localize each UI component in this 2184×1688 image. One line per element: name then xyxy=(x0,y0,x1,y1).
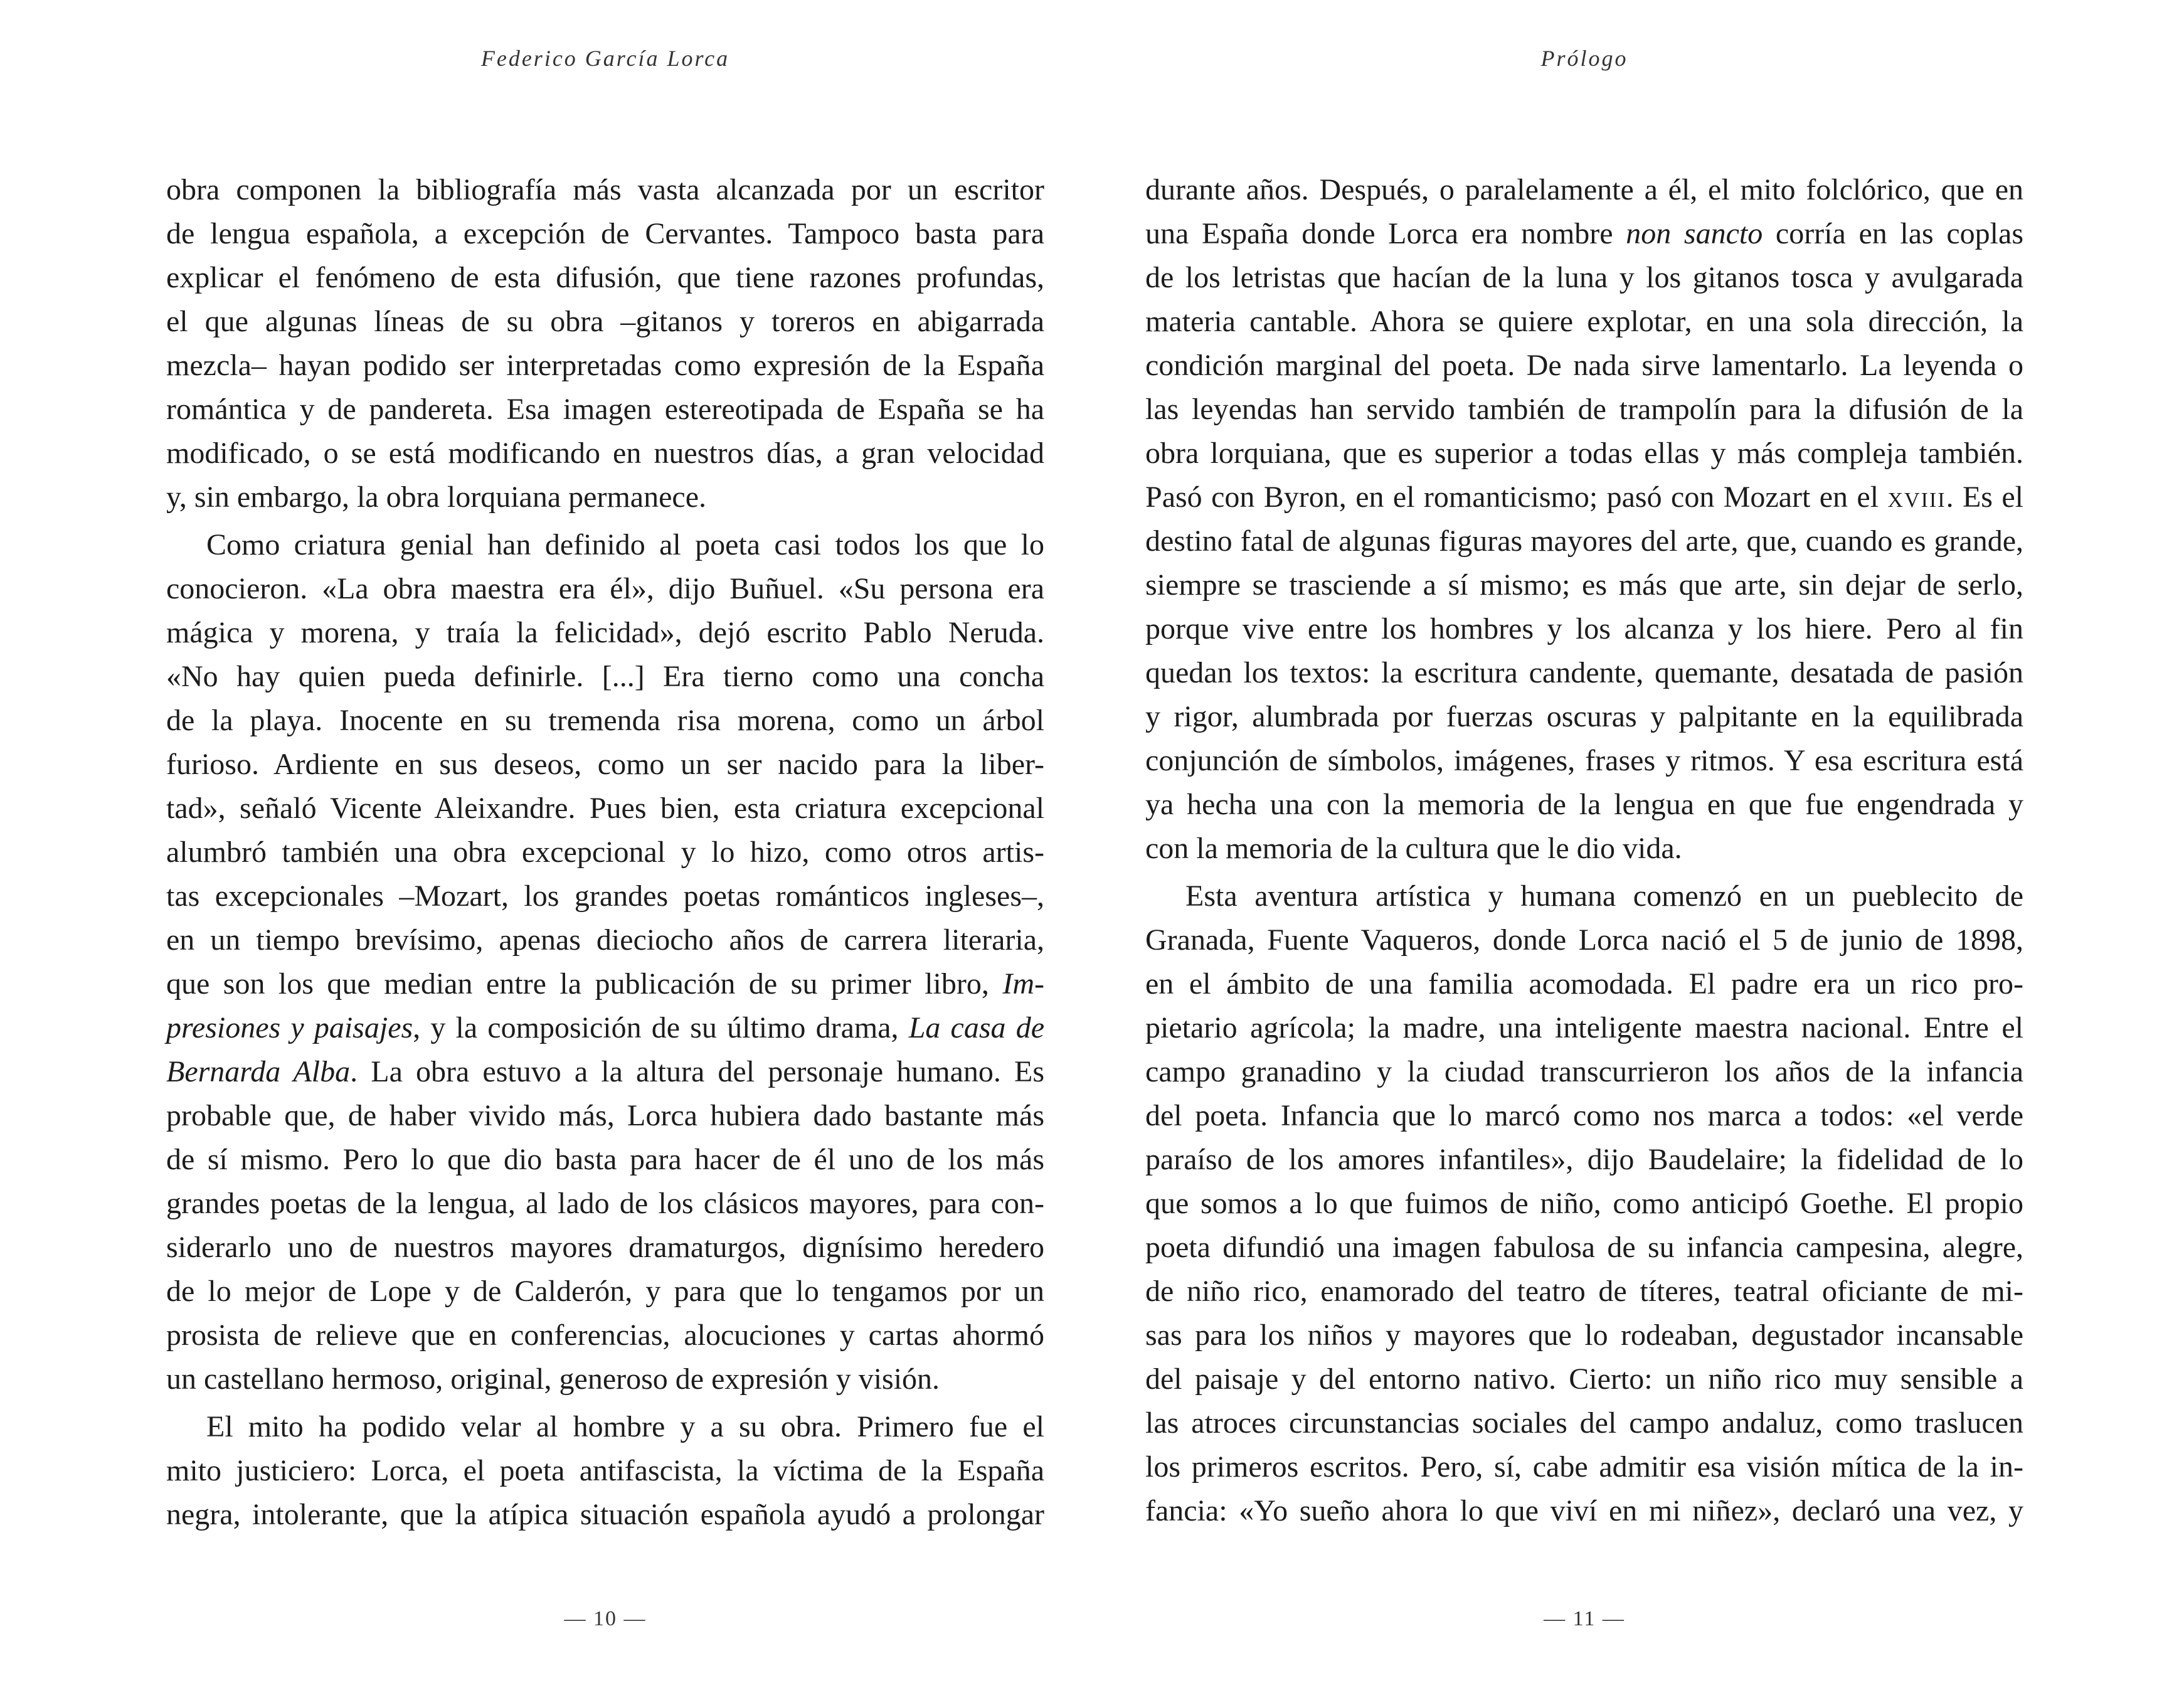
right-page-body xyxy=(1145,168,2023,1533)
text-line: Como criatura genial han definido al poeta casi todos los que lo xyxy=(206,528,1044,561)
text-line: destino fatal de algunas figuras mayores del arte, que, cuando es grande, xyxy=(1145,524,2023,558)
text-fragment: corría en las coplas xyxy=(1763,217,2023,250)
text-line: Granada, Fuente Vaqueros, donde Lorca nació el 5 de junio de 1898, xyxy=(1145,923,2023,957)
text-line: mezcla– hayan podido ser interpretadas como expresión de la España xyxy=(166,349,1044,382)
small-caps-century: xviii xyxy=(1887,480,1946,514)
text-fragment: Pasó con Byron, en el romanticismo; pasó con Mozart en el xyxy=(1145,480,1888,514)
left-page-body xyxy=(166,168,1044,1537)
text-fragment: . La obra estuvo a la altura del personaje humano. Es xyxy=(350,1055,1045,1088)
text-line: tas excepcionales –Mozart, los grandes poetas románticos ingleses–, xyxy=(166,879,1044,913)
italic-title-fragment: La casa de xyxy=(908,1011,1044,1044)
text-line: sas para los niños y mayores que lo rodeaban, degustador incansable xyxy=(1145,1319,2023,1352)
text-fragment: , y la composición de su último drama, xyxy=(413,1011,909,1044)
text-line: con la memoria de la cultura que le dio vida. xyxy=(1145,832,1682,865)
text-line: siempre se trasciende a sí mismo; es más que arte, sin dejar de serlo, xyxy=(1145,568,2023,602)
text-line: porque vive entre los hombres y los alcanza y los hiere. Pero al fin xyxy=(1145,612,2023,645)
text-line: de los letristas que hacían de la luna y los gitanos tosca y avulgarada xyxy=(1145,261,2023,294)
text-line: grandes poetas de la lengua, al lado de los clásicos mayores, para con- xyxy=(166,1187,1044,1220)
page-number: — 10 — xyxy=(564,1607,647,1630)
text-line xyxy=(1145,475,2023,519)
right-page xyxy=(1145,0,2023,1688)
text-line: prosista de relieve que en conferencias, alocuciones y cartas ahormó xyxy=(166,1319,1044,1352)
text-line: las atroces circunstancias sociales del campo andaluz, como traslucen xyxy=(1145,1406,2023,1440)
text-line: poeta difundió una imagen fabulosa de su infancia campesina, alegre, xyxy=(1145,1231,2023,1264)
text-line: explicar el fenómeno de esta difusión, que tiene razones profundas, xyxy=(166,261,1044,294)
text-line: pietario agrícola; la madre, una inteligente maestra nacional. Entre el xyxy=(1145,1011,2023,1044)
text-line xyxy=(166,962,1044,1006)
left-page xyxy=(166,0,1044,1688)
text-line: materia cantable. Ahora se quiere explotar, en una sola dirección, la xyxy=(1145,305,2023,338)
text-line: de lengua española, a excepción de Cervantes. Tampoco basta para xyxy=(166,217,1044,250)
text-line: negra, intolerante, que la atípica situación española ayudó a prolongar xyxy=(166,1498,1044,1531)
text-line xyxy=(166,1050,1044,1094)
running-head-author: Federico García Lorca xyxy=(480,46,730,71)
text-line: fancia: «Yo sueño ahora lo que viví en mi niñez», declaró una vez, y xyxy=(1145,1494,2023,1527)
text-line: El mito ha podido velar al hombre y a su obra. Primero fue el xyxy=(206,1410,1044,1443)
text-line: quedan los textos: la escritura candente, quemante, desatada de pasión xyxy=(1145,656,2023,689)
text-fragment: una España donde Lorca era nombre xyxy=(1145,217,1626,250)
text-line: y rigor, alumbrada por fuerzas oscuras y palpitante en la equilibrada xyxy=(1145,700,2023,733)
text-line: modificado, o se está modificando en nuestros días, a gran velocidad xyxy=(166,437,1044,470)
text-line: del paisaje y del entorno nativo. Cierto: un niño rico muy sensible a xyxy=(1145,1362,2023,1396)
italic-latin-fragment: non sancto xyxy=(1626,217,1763,250)
text-fragment: . Es el xyxy=(1946,480,2024,514)
italic-title-fragment: presiones y paisajes xyxy=(166,1011,413,1044)
text-line: de sí mismo. Pero lo que dio basta para hacer de él uno de los más xyxy=(166,1143,1044,1176)
text-line: Esta aventura artística y humana comenzó en un pueblecito de xyxy=(1185,879,2023,913)
text-line: probable que, de haber vivido más, Lorca hubiera dado bastante más xyxy=(166,1099,1044,1132)
text-line: las leyendas han servido también de trampolín para la difusión de la xyxy=(1145,393,2023,426)
running-head-section: Prólogo xyxy=(1540,46,1628,71)
page-number: — 11 — xyxy=(1544,1607,1625,1630)
italic-title-fragment: Bernarda Alba xyxy=(166,1055,351,1088)
text-line: conjunción de símbolos, imágenes, frases y ritmos. Y esa escritura está xyxy=(1145,744,2023,777)
text-line: alumbró también una obra excepcional y lo hizo, como otros artis- xyxy=(166,836,1044,869)
text-line: de lo mejor de Lope y de Calderón, y para que lo tengamos por un xyxy=(166,1275,1044,1308)
text-line: furioso. Ardiente en sus deseos, como un ser nacido para la liber- xyxy=(166,748,1044,781)
text-line: y, sin embargo, la obra lorquiana permanece. xyxy=(166,480,706,514)
italic-title-fragment: Im- xyxy=(1002,967,1044,1001)
text-line: de niño rico, enamorado del teatro de títeres, teatral oficiante de mi- xyxy=(1145,1275,2023,1308)
text-line: mito justiciero: Lorca, el poeta antifascista, la víctima de la España xyxy=(166,1454,1044,1487)
text-line: que somos a lo que fuimos de niño, como anticipó Goethe. El propio xyxy=(1145,1187,2023,1220)
text-line: un castellano hermoso, original, generoso de expresión y visión. xyxy=(166,1362,940,1396)
text-line xyxy=(1145,212,2023,256)
text-fragment: que son los que median entre la publicación de su primer libro, xyxy=(166,967,1003,1001)
text-line: romántica y de pandereta. Esa imagen estereotipada de España se ha xyxy=(166,393,1044,426)
text-line: del poeta. Infancia que lo marcó como nos marca a todos: «el verde xyxy=(1145,1099,2023,1132)
text-line: condición marginal del poeta. De nada sirve lamentarlo. La leyenda o xyxy=(1145,349,2023,382)
text-line: «No hay quien pueda definirle. [...] Era tierno como una concha xyxy=(166,660,1044,693)
text-line: obra componen la bibliografía más vasta alcanzada por un escritor xyxy=(166,173,1044,206)
text-line xyxy=(166,1006,1044,1050)
text-line: conocieron. «La obra maestra era él», dijo Buñuel. «Su persona era xyxy=(166,572,1044,605)
text-line: paraíso de los amores infantiles», dijo Baudelaire; la fidelidad de lo xyxy=(1145,1143,2023,1176)
text-line: durante años. Después, o paralelamente a él, el mito folclórico, que en xyxy=(1145,173,2023,206)
text-line: siderarlo uno de nuestros mayores dramaturgos, dignísimo heredero xyxy=(166,1231,1044,1264)
text-line: el que algunas líneas de su obra –gitanos y toreros en abigarrada xyxy=(166,305,1044,338)
text-line: los primeros escritos. Pero, sí, cabe admitir esa visión mítica de la in- xyxy=(1145,1450,2023,1484)
text-line: campo granadino y la ciudad transcurrieron los años de la infancia xyxy=(1145,1055,2023,1088)
text-line: en un tiempo brevísimo, apenas dieciocho años de carrera literaria, xyxy=(166,923,1044,957)
text-line: mágica y morena, y traía la felicidad», dejó escrito Pablo Neruda. xyxy=(166,616,1044,649)
text-line: de la playa. Inocente en su tremenda risa morena, como un árbol xyxy=(166,704,1044,737)
text-line: obra lorquiana, que es superior a todas ellas y más compleja también. xyxy=(1145,437,2023,470)
text-line: ya hecha una con la memoria de la lengua en que fue engendrada y xyxy=(1145,788,2023,821)
text-line: tad», señaló Vicente Aleixandre. Pues bien, esta criatura excepcional xyxy=(166,792,1044,825)
text-line: en el ámbito de una familia acomodada. El padre era un rico pro- xyxy=(1145,967,2023,1001)
